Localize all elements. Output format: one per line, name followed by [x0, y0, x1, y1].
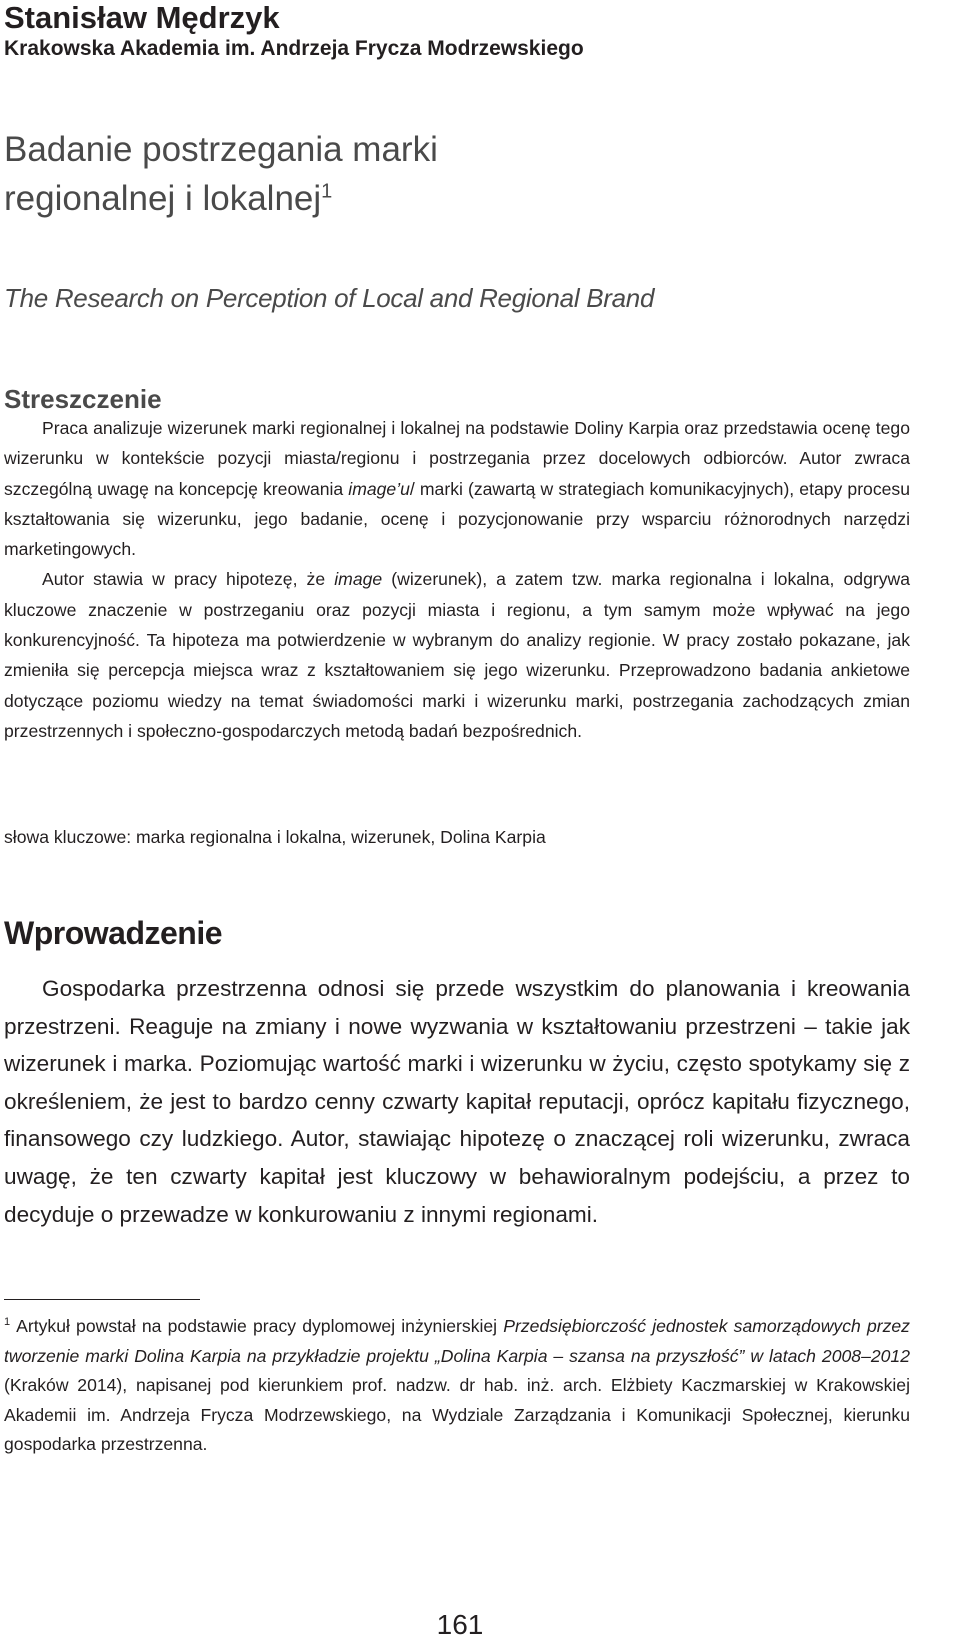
footnote-text-cont: (Kraków 2014), napisanej pod kierunkiem prof. nadzw. dr hab. inż. arch. Elżbiety Kaczmarskiej w Krakowskiej Akademii im. Andrzeja Frycza Modrzewskiego, na Wydziale Zarządzania i Komunikacji Społecznej, kierunku gospodarka przestrzenna.	[4, 1375, 910, 1455]
article-title	[4, 125, 704, 223]
title-line-1: Badanie postrzegania marki	[4, 130, 438, 169]
title-footnote-marker[interactable]: 1	[321, 180, 333, 203]
footnote-italic-title: Przedsiębiorczość jednostek samorządowych przez tworzenie marki Dolina Karpia na przykładzie projektu „Dolina Karpia – szansa na przyszłość” w latach 2008–2012	[4, 1316, 910, 1366]
abstract-paragraph-2	[4, 564, 910, 746]
abstract-body	[4, 413, 910, 746]
page-number: 161	[436, 1609, 484, 1640]
footnote-marker: 1	[4, 1316, 11, 1329]
intro-body	[4, 970, 910, 1233]
article-title-english: The Research on Perception of Local and Regional Brand	[4, 283, 655, 313]
title-line-2: regionalnej i lokalnej	[4, 179, 322, 218]
keywords: słowa kluczowe: marka regionalna i lokalna, wizerunek, Dolina Karpia	[4, 827, 546, 847]
abstract-p2-text-cont: (wizerunek), a zatem tzw. marka regionalna i lokalna, odgrywa kluczowe znaczenie w postrzeganiu oraz pozycji miasta i regionu, a tym samym może wpływać na jego konkurencyjność. Ta hipoteza ma potwierdzenie w wybranym do analizy regionie. W pracy zostało pokazane, jak zmieniła się percepcja miejsca wraz z kształtowaniem się jego wizerunku. Przeprowadzono badania ankietowe dotyczące poziomu wiedzy na temat świadomości marki i wizerunku marki, postrzegania zachodzących zmian przestrzennych i społeczno-gospodarczych metodą badań bezpośrednich.	[4, 569, 910, 741]
footnote	[4, 1312, 910, 1460]
intro-paragraph: Gospodarka przestrzenna odnosi się przede wszystkim do planowania i kreowania przestrzeni. Reaguje na zmiany i nowe wyzwania w kształtowaniu przestrzeni – takie jak wizerunek i marka. Poziomując wartość marki i wizerunku w życiu, często spotykamy się z określeniem, że jest to bardzo cenny czwarty kapitał reputacji, oprócz kapitału fizycznego, finansowego czy ludzkiego. Autor, stawiając hipotezę o znaczącej roli wizerunku, zwraca uwagę, że ten czwarty kapitał jest kluczowy w behawioralnym podejściu, a przez to decyduje o przewadze w konkurowaniu z innymi regionami.	[4, 976, 910, 1227]
author-affiliation: Krakowska Akademia im. Andrzeja Frycza Modrzewskiego	[4, 37, 584, 60]
abstract-p1-italic: image’u	[348, 478, 410, 499]
abstract-p1-text: Praca analizuje wizerunek marki regionalnej i lokalnej na podstawie Doliny Karpia oraz przedstawia ocenę tego wizerunku w kontekście pozycji miasta/regionu i postrzegania przez docelowych odbiorców. Autor zwraca szczególną uwagę na koncepcję kreowania	[4, 418, 910, 499]
footnote-divider	[4, 1299, 200, 1300]
intro-heading: Wprowadzenie	[4, 915, 223, 951]
abstract-heading: Streszczenie	[4, 384, 162, 414]
abstract-p2-text: Autor stawia w pracy hipotezę, że	[42, 569, 335, 590]
footnote-text: Artykuł powstał na podstawie pracy dyplomowej inżynierskiej	[16, 1316, 504, 1336]
abstract-p1-text-cont: / marki (zawartą w strategiach komunikacyjnych), etapy procesu kształtowania się wizerunku, jego badanie, ocenę i pozycjonowanie przy wsparciu różnorodnych narzędzi marketingowych.	[4, 478, 910, 560]
abstract-p2-italic: image	[334, 569, 383, 590]
author-name: Stanisław Mędrzyk	[4, 0, 280, 35]
abstract-paragraph-1	[4, 413, 910, 564]
